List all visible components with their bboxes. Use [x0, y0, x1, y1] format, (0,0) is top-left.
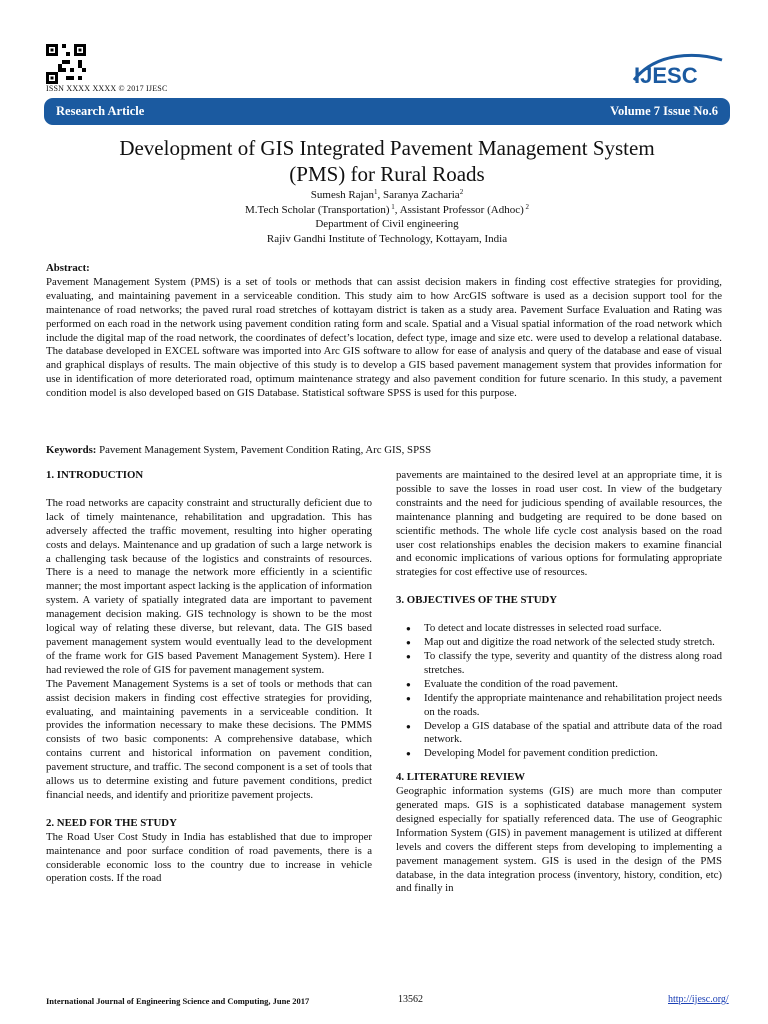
issn-text: ISSN XXXX XXXX © 2017 IJESC: [46, 84, 168, 93]
list-item: ● To detect and locate distresses in selected road surface.: [396, 622, 722, 636]
keywords: [46, 444, 722, 456]
title-line-2: (PMS) for Rural Roads: [289, 162, 485, 186]
list-item: ● Identify the appropriate maintenance and rehabilitation project needs on the roads.: [396, 692, 722, 720]
need-paragraph-1: The Road User Cost Study in India has established that due to improper maintenance and poor surface condition of road pavements, there is a considerable economic loss to the country due to increase in vehicle operation costs. If the road: [46, 830, 372, 885]
need-paragraph-2: pavements are maintained to the desired level at an appropriate time, it is possible to save the losses in road user cost. In view of the budgetary constraints and the need for judicious spending of available resources, the maintenance planning and budgeting are required to be done based on scientific methods. The whole life cycle cost analysis based on the road user cost relationships enables the decision makers to examine financial and economic implications of various options for formulating appropriate strategies for cost effective use of resources.: [396, 469, 722, 579]
author-1-sup: 1: [374, 188, 378, 196]
role-2: Assistant Professor (Adhoc): [399, 203, 524, 216]
journal-link[interactable]: http://ijesc.org/: [668, 994, 729, 1005]
right-column: [396, 469, 722, 896]
article-banner: [44, 98, 730, 125]
qr-code-icon: [46, 44, 86, 84]
author-block: [44, 188, 730, 246]
list-item: ● Map out and digitize the road network of the selected study stretch.: [396, 636, 722, 650]
literature-paragraph-1: Geographic information systems (GIS) are much more than computer generated maps. GIS is a sophisticated database management system designed especially for spatially referenced data. The use of Geographic Information System (GIS) in pavement management is utilized at different levels and covers the different steps from developing to implementing a pavement management system. GIS is used in the design of the PMS database, in the data integration process (inventory, history, condition, etc) and finally in: [396, 785, 722, 895]
objectives-heading: 3. OBJECTIVES OF THE STUDY: [396, 594, 558, 607]
author-2: Saranya Zacharia: [383, 189, 460, 201]
keywords-text: Pavement Management System, Pavement Condition Rating, Arc GIS, SPSS: [96, 444, 432, 456]
role-sep: ,: [394, 203, 400, 216]
intro-paragraph-1: The road networks are capacity constraint and structurally deficient due to lack of timely maintenance, rehabilitation and upgradation. This has adversely affected the traffic movement, resulting into higher operating costs and delays. Maintenance and up gradation of such a large network is a challenging task because of the logistics and constraints of resources. There is a need to manage the network more efficiently in a scientific manner; the most important aspect lacking is the application of information system. A variety of spatially integrated data are important to pavement management decision making. GIS technology is shown to be the most logical way of relating these diverse, but relevant, data. The GIS based pavement management system would eventually lead to the development of the frame work for GIS based Pavement Management System). Here I had reviewed the role of GIS for pavement management system.: [46, 496, 372, 676]
list-item: ● To classify the type, severity and quantity of the distress along road stretches.: [396, 650, 722, 678]
logo-text: IJESC: [634, 63, 698, 88]
literature-heading: 4. LITERATURE REVIEW: [396, 771, 526, 784]
department: Department of Civil engineering: [315, 218, 459, 230]
list-item: ● Developing Model for pavement condition prediction.: [396, 747, 722, 761]
footer-journal: International Journal of Engineering Science and Computing, June 2017: [46, 996, 310, 1006]
list-item: ● Evaluate the condition of the road pavement.: [396, 678, 722, 692]
title-line-1: Development of GIS Integrated Pavement Management System: [119, 136, 655, 160]
need-heading: 2. NEED FOR THE STUDY: [46, 816, 177, 829]
author-sep: ,: [377, 189, 384, 201]
role-2-sup: 2: [523, 202, 529, 211]
list-item: ● Develop a GIS database of the spatial and attribute data of the road network.: [396, 720, 722, 748]
author-2-sup: 2: [459, 188, 464, 196]
article-type: Research Article: [56, 104, 145, 118]
objectives-list: [396, 622, 722, 761]
left-column: [46, 469, 372, 886]
abstract-heading: Abstract:: [46, 262, 90, 274]
intro-heading: 1. INTRODUCTION: [46, 469, 144, 481]
volume-issue: Volume 7 Issue No.6: [610, 104, 718, 118]
abstract-text: Pavement Management System (PMS) is a set of tools or methods that can assist decision makers in finding cost effective strategies for providing, evaluating, and maintaining pavement in a serviceable condition. This study aim to how ArcGIS software is used as a decision support tool for the maintenance of road networks; the paved rural road stretches of kottayam district is taken as a study area. Pavement Surface Evaluation and Rating was performed on each road in the network using pavement condition rating form and scale. Spatial and a Visual spatial information of the road network which include the digital map of the road network, the coordinates of defect’s location, defect type, image and size etc. were used to develop a relational database. The database developed in EXCEL software was imported into Arc GIS software to allow for ease of analysis and query of the database and ease of visual and graphical displays of results. The main objective of this study is to develop a GIS based pavement management system that provides information for use in identification of more deteriorated road, optimum maintenance strategy and also pavement condition for future scenario. In this study, a pavement condition model is also developed based on GIS Database. Statistical software SPSS is used for this purpose.: [46, 275, 722, 400]
paper-title: [44, 135, 730, 187]
ijesc-logo: [626, 50, 726, 90]
institute: Rajiv Gandhi Institute of Technology, Kottayam, India: [266, 232, 508, 245]
keywords-label: Keywords:: [46, 444, 97, 456]
page-number: 13562: [398, 994, 423, 1005]
role-1: M.Tech Scholar (Transportation): [245, 203, 390, 216]
role-1-sup: 1: [389, 202, 395, 211]
author-1: Sumesh Rajan: [310, 189, 375, 201]
intro-paragraph-2: The Pavement Management Systems is a set of tools or methods that can assist decision makers in finding cost effective strategies for providing, evaluating, and maintaining pavements in a serviceable condition. It provides the information necessary to make these decisions. The PMMS consists of two basic components: A comprehensive database, which contains current and historical information on pavement condition, pavement structure, and traffic. The second component is a set of tools that allows us to determine existing and future pavement conditions, predict financial needs, and identify and prioritize pavement projects.: [46, 677, 372, 801]
abstract: [46, 262, 722, 401]
author-roles: [44, 203, 730, 218]
author-names: [44, 188, 730, 203]
